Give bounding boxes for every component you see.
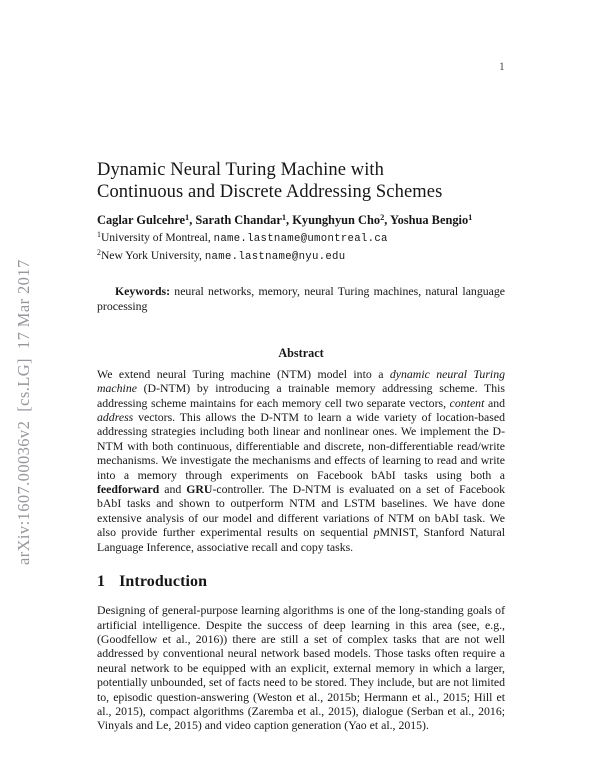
affiliation-new-york-university: $^2$New York University, name.lastname@nyu.edu	[97, 248, 346, 263]
author-line: Caglar Gulcehre$^1$, Sarath Chandar$^1$, Kyunghyun Cho$^2$, Yoshua Bengio$^1$	[97, 212, 473, 227]
paper-title-line-1: Dynamic Neural Turing Machine with	[97, 160, 385, 180]
keywords-paragraph: Keywords: neural networks, memory, neural Turing machines, natural language processing	[97, 284, 505, 314]
affiliation-university-of-montreal: $^1$University of Montreal, name.lastname@umontreal.ca	[97, 230, 388, 245]
content-column	[97, 0, 505, 733]
section-number: 1	[97, 573, 106, 591]
section-heading-introduction	[97, 573, 505, 591]
abstract-heading: Abstract	[278, 345, 324, 360]
introduction-paragraph: Designing of general-purpose learning algorithms is one of the long-standing goals of artificial intelligence. Despite the success of deep learning in this area (see, e.g., (Goodfellow et al., 2016)) there are still a set of complex tasks that are not well addressed by conventional neural network based models. Those tasks often require a neural network to be equipped with an explicit, external memory in which a larger, potentially unbounded, set of facts need to be stored. They include, but are not limited to, episodic question-answering (Weston et al., 2015b; Hermann et al., 2015; Hill et al., 2015), compact algorithms (Zaremba et al., 2015), dialogue (Serban et al., 2016; Vinyals and Le, 2015) and video caption generation (Yao et al., 2015).	[97, 603, 505, 733]
paper-title	[97, 160, 505, 203]
abstract-text: We extend neural Turing machine (NTM) model into a dynamic neural Turing machine (D-NTM) by introducing a trainable memory addressing scheme. This addressing scheme maintains for each memory cell two separate vectors, content and address vectors. This allows the D-NTM to learn a wide variety of location-based addressing strategies including both linear and nonlinear ones. We implement the D-NTM with both continuous, differentiable and discrete, non-differentiable read/write mechanisms. We investigate the mechanisms and effects of learning to read and write into a memory through experiments on Facebook bAbI tasks using both a feedforward and GRU-controller. The D-NTM is evaluated on a set of Facebook bAbI tasks and shown to outperform NTM and LSTM baselines. We have done extensive analysis of our model and different variations of NTM on bAbI task. We also provide further experimental results on sequential pMNIST, Stanford Natural Language Inference, associative recall and copy tasks.	[97, 366, 505, 554]
paper-title-line-2: Continuous and Discrete Addressing Schemes	[97, 181, 443, 202]
page-number: 1	[499, 61, 505, 73]
arxiv-watermark: arXiv:1607.00036v2 [cs.LG] 17 Mar 2017	[14, 259, 33, 565]
section-title: Introduction	[119, 573, 208, 591]
